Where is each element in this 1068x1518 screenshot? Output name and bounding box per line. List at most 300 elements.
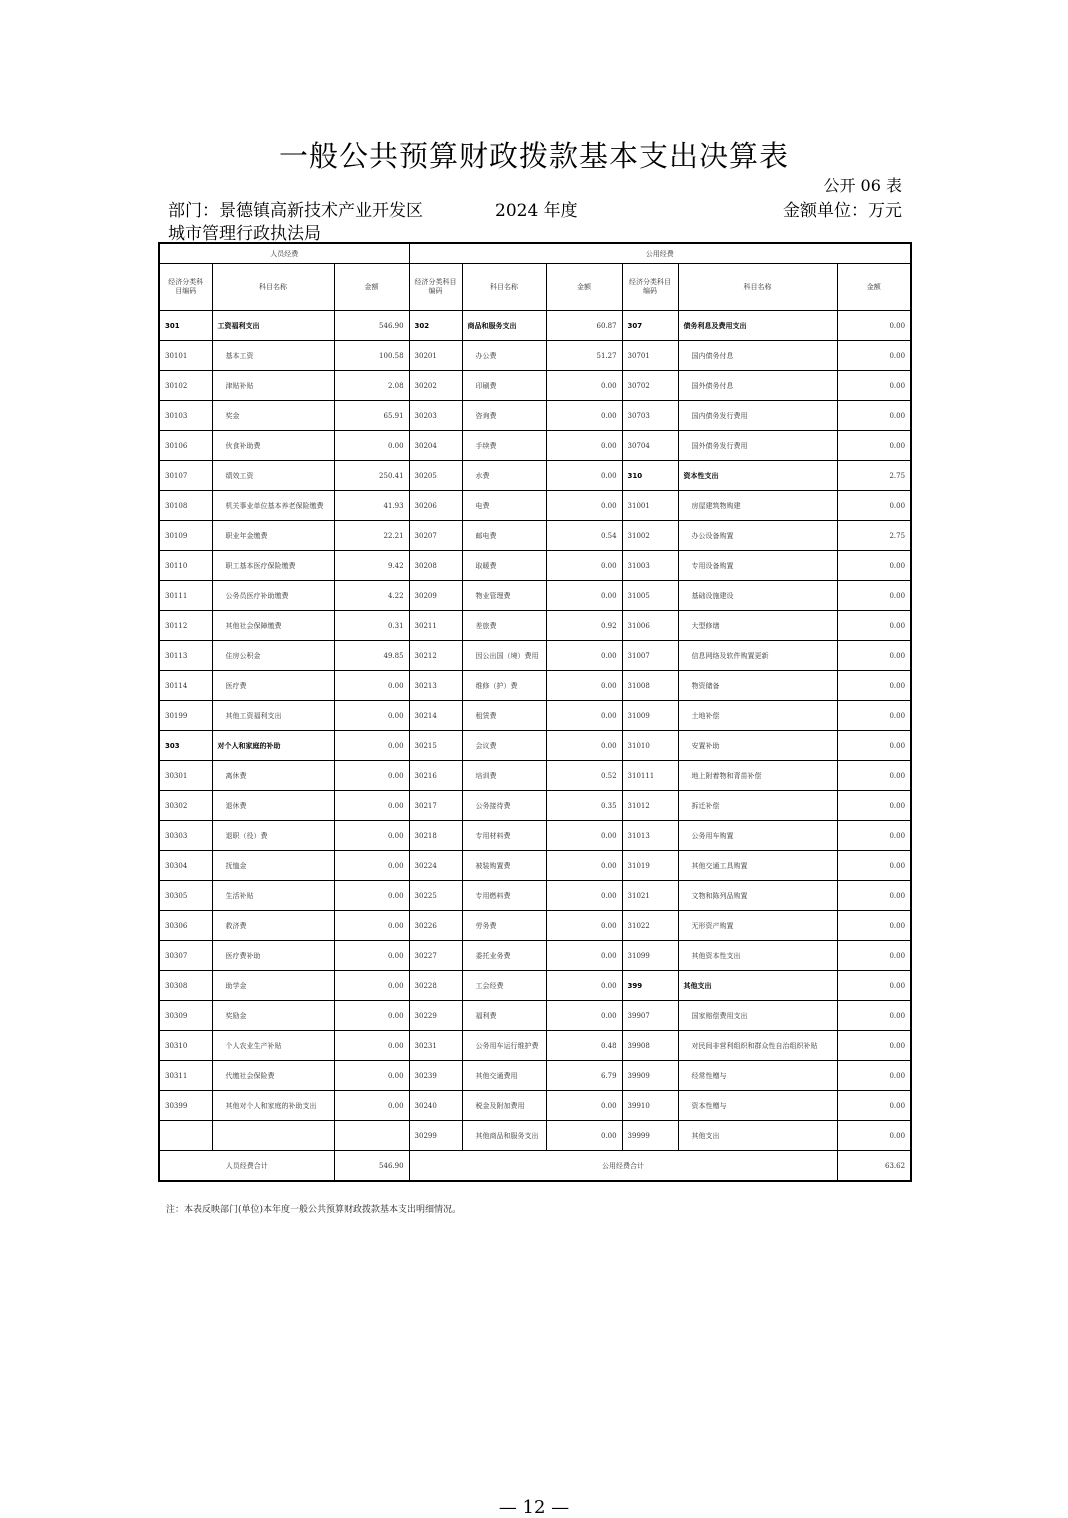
code-cell: 30703 [622,401,678,431]
amount-cell: 65.91 [334,401,409,431]
name-cell: 对民间非营利组织和群众性自治组织补贴 [678,1031,837,1061]
table-row [159,491,911,521]
name-cell: 奖励金 [212,1001,334,1031]
name-cell: 地上附着物和青苗补偿 [678,761,837,791]
code-cell: 30216 [409,761,462,791]
amount-cell: 0.00 [546,821,622,851]
table-row [159,1031,911,1061]
col-header-name: 科目名称 [212,264,334,311]
fiscal-year: 2024 年度 [495,201,578,221]
name-cell: 公务员医疗补助缴费 [212,581,334,611]
name-cell: 机关事业单位基本养老保险缴费 [212,491,334,521]
code-cell: 30701 [622,341,678,371]
column-header-row [159,264,911,311]
name-cell: 物资储备 [678,671,837,701]
name-cell: 基础设施建设 [678,581,837,611]
code-cell: 30229 [409,1001,462,1031]
amount-cell: 0.35 [546,791,622,821]
name-cell: 其他支出 [678,971,837,1001]
code-cell: 30226 [409,911,462,941]
amount-cell: 0.00 [837,551,911,581]
name-cell: 专用设备购置 [678,551,837,581]
table-row [159,881,911,911]
group-header-row [159,243,911,264]
amount-cell: 0.00 [334,791,409,821]
name-cell: 住房公积金 [212,641,334,671]
amount-cell: 0.00 [546,911,622,941]
amount-cell: 0.00 [837,491,911,521]
table-row [159,371,911,401]
amount-cell: 0.00 [837,911,911,941]
code-cell: 30103 [159,401,212,431]
code-cell: 30204 [409,431,462,461]
name-cell: 福利费 [462,1001,546,1031]
name-cell: 房屋建筑物购建 [678,491,837,521]
name-cell: 物业管理费 [462,581,546,611]
code-cell: 30199 [159,701,212,731]
table-row [159,1121,911,1151]
name-cell: 商品和服务支出 [462,311,546,341]
code-cell: 30109 [159,521,212,551]
amount-cell: 0.00 [546,551,622,581]
amount-cell: 0.00 [837,701,911,731]
total-personnel-amount: 546.90 [334,1151,409,1182]
code-cell: 31013 [622,821,678,851]
name-cell: 奖金 [212,401,334,431]
amount-cell: 0.00 [334,731,409,761]
code-cell: 30113 [159,641,212,671]
amount-cell: 0.00 [546,851,622,881]
amount-cell: 0.00 [546,881,622,911]
group-personnel-header: 人员经费 [159,243,409,264]
name-cell: 会议费 [462,731,546,761]
name-cell: 取暖费 [462,551,546,581]
amount-cell: 2.75 [837,521,911,551]
name-cell: 电费 [462,491,546,521]
name-cell: 公务接待费 [462,791,546,821]
code-cell: 31022 [622,911,678,941]
code-cell: 31006 [622,611,678,641]
code-cell: 399 [622,971,678,1001]
code-cell: 39910 [622,1091,678,1121]
name-cell: 绩效工资 [212,461,334,491]
amount-cell: 0.00 [837,731,911,761]
name-cell: 退职（役）费 [212,821,334,851]
code-cell: 30704 [622,431,678,461]
name-cell: 国内债务发行费用 [678,401,837,431]
name-cell: 资本性支出 [678,461,837,491]
name-cell: 咨询费 [462,401,546,431]
code-cell: 31007 [622,641,678,671]
table-row [159,431,911,461]
table-row [159,551,911,581]
code-cell: 30206 [409,491,462,521]
name-cell: 伙食补助费 [212,431,334,461]
name-cell: 拆迁补偿 [678,791,837,821]
code-cell: 31009 [622,701,678,731]
code-cell: 30305 [159,881,212,911]
col-header-amount: 金额 [837,264,911,311]
name-cell: 助学金 [212,971,334,1001]
table-row [159,701,911,731]
name-cell: 其他对个人和家庭的补助支出 [212,1091,334,1121]
name-cell: 医疗费 [212,671,334,701]
code-cell: 30224 [409,851,462,881]
name-cell: 无形资产购置 [678,911,837,941]
amount-cell: 0.00 [334,911,409,941]
amount-unit: 金额单位：万元 [783,201,902,221]
total-public-amount: 63.62 [837,1151,911,1182]
name-cell: 其他交通费用 [462,1061,546,1091]
name-cell: 国家赔偿费用支出 [678,1001,837,1031]
code-cell: 30212 [409,641,462,671]
code-cell: 30225 [409,881,462,911]
code-cell: 31001 [622,491,678,521]
amount-cell: 0.00 [546,491,622,521]
col-header-name: 科目名称 [462,264,546,311]
group-public-header: 公用经费 [409,243,911,264]
name-cell: 职工基本医疗保险缴费 [212,551,334,581]
amount-cell: 0.00 [837,641,911,671]
code-cell: 307 [622,311,678,341]
name-cell: 债务利息及费用支出 [678,311,837,341]
name-cell: 差旅费 [462,611,546,641]
col-header-code: 经济分类科目编码 [159,264,212,311]
name-cell: 国外债务发行费用 [678,431,837,461]
name-cell: 医疗费补助 [212,941,334,971]
name-cell: 职业年金缴费 [212,521,334,551]
name-cell: 手续费 [462,431,546,461]
amount-cell: 0.00 [334,881,409,911]
amount-cell: 0.52 [546,761,622,791]
table-row [159,971,911,1001]
amount-cell: 0.00 [837,311,911,341]
amount-cell: 0.00 [837,401,911,431]
department-label-line2: 城市管理行政执法局 [168,224,321,244]
code-cell: 30227 [409,941,462,971]
code-cell: 30228 [409,971,462,1001]
code-cell: 30307 [159,941,212,971]
amount-cell: 0.00 [837,581,911,611]
name-cell: 土地补偿 [678,701,837,731]
name-cell: 培训费 [462,761,546,791]
name-cell [212,1121,334,1151]
amount-cell: 0.00 [334,1091,409,1121]
amount-cell: 0.00 [837,341,911,371]
amount-cell: 9.42 [334,551,409,581]
amount-cell: 0.00 [837,611,911,641]
amount-cell: 0.00 [546,731,622,761]
amount-cell: 0.00 [837,971,911,1001]
amount-cell: 0.00 [837,1091,911,1121]
table-row [159,1061,911,1091]
table-row [159,521,911,551]
table-row [159,401,911,431]
table-row [159,851,911,881]
name-cell: 因公出国（境）费用 [462,641,546,671]
table-row [159,1001,911,1031]
name-cell: 邮电费 [462,521,546,551]
name-cell: 委托业务费 [462,941,546,971]
code-cell: 30239 [409,1061,462,1091]
totals-row [159,1151,911,1182]
total-personnel-label: 人员经费合计 [159,1151,334,1182]
amount-cell: 2.75 [837,461,911,491]
name-cell: 安置补助 [678,731,837,761]
code-cell: 30202 [409,371,462,401]
code-cell: 30208 [409,551,462,581]
table-row [159,341,911,371]
table-row [159,941,911,971]
code-cell: 31099 [622,941,678,971]
code-cell: 30107 [159,461,212,491]
name-cell: 救济费 [212,911,334,941]
col-header-code: 经济分类科目编码 [409,264,462,311]
amount-cell: 250.41 [334,461,409,491]
amount-cell: 0.00 [334,1061,409,1091]
table-row [159,731,911,761]
code-cell: 39908 [622,1031,678,1061]
page-title: 一般公共预算财政拨款基本支出决算表 [278,139,789,173]
amount-cell: 0.31 [334,611,409,641]
amount-cell: 0.00 [546,581,622,611]
code-cell: 30309 [159,1001,212,1031]
name-cell: 税金及附加费用 [462,1091,546,1121]
code-cell: 301 [159,311,212,341]
code-cell: 31019 [622,851,678,881]
code-cell: 30114 [159,671,212,701]
amount-cell: 0.00 [546,1121,622,1151]
name-cell: 被装购置费 [462,851,546,881]
name-cell: 其他社会保障缴费 [212,611,334,641]
amount-cell: 100.58 [334,341,409,371]
amount-cell: 0.00 [334,761,409,791]
amount-cell: 0.00 [546,431,622,461]
code-cell: 30231 [409,1031,462,1061]
code-cell: 303 [159,731,212,761]
amount-cell: 0.00 [837,431,911,461]
code-cell: 30302 [159,791,212,821]
name-cell: 文物和陈列品购置 [678,881,837,911]
amount-cell: 0.00 [546,971,622,1001]
code-cell: 30399 [159,1091,212,1121]
name-cell: 办公费 [462,341,546,371]
code-cell: 30299 [409,1121,462,1151]
code-cell: 30301 [159,761,212,791]
name-cell: 维修（护）费 [462,671,546,701]
code-cell: 310 [622,461,678,491]
name-cell: 印刷费 [462,371,546,401]
amount-cell: 0.00 [546,401,622,431]
name-cell: 工资福利支出 [212,311,334,341]
name-cell: 公务用车运行维护费 [462,1031,546,1061]
table-row [159,1091,911,1121]
code-cell: 310111 [622,761,678,791]
name-cell: 公务用车购置 [678,821,837,851]
amount-cell: 22.21 [334,521,409,551]
code-cell: 30106 [159,431,212,461]
table-row [159,311,911,341]
expenditure-table [158,242,912,1182]
code-cell: 30217 [409,791,462,821]
code-cell: 39999 [622,1121,678,1151]
name-cell: 劳务费 [462,911,546,941]
table-row [159,641,911,671]
name-cell: 离休费 [212,761,334,791]
name-cell: 办公设备购置 [678,521,837,551]
amount-cell: 6.79 [546,1061,622,1091]
name-cell: 专用材料费 [462,821,546,851]
name-cell: 抚恤金 [212,851,334,881]
table-row [159,581,911,611]
amount-cell: 0.00 [546,461,622,491]
amount-cell: 0.48 [546,1031,622,1061]
table-row [159,761,911,791]
amount-cell: 546.90 [334,311,409,341]
code-cell: 30102 [159,371,212,401]
amount-cell: 4.22 [334,581,409,611]
code-cell: 30303 [159,821,212,851]
amount-cell: 0.00 [837,821,911,851]
page-number: — 12 — [498,1497,570,1518]
code-cell: 30110 [159,551,212,581]
code-cell [159,1121,212,1151]
code-cell: 30111 [159,581,212,611]
code-cell: 30205 [409,461,462,491]
code-cell: 30218 [409,821,462,851]
table-row [159,911,911,941]
amount-cell: 51.27 [546,341,622,371]
code-cell: 30201 [409,341,462,371]
table-row [159,671,911,701]
table-row [159,821,911,851]
amount-cell: 0.00 [837,851,911,881]
name-cell: 专用燃料费 [462,881,546,911]
code-cell: 31021 [622,881,678,911]
name-cell: 租赁费 [462,701,546,731]
name-cell: 其他工资福利支出 [212,701,334,731]
code-cell: 30311 [159,1061,212,1091]
amount-cell: 0.00 [837,1031,911,1061]
amount-cell: 0.00 [334,671,409,701]
amount-cell: 0.00 [546,1091,622,1121]
code-cell: 30112 [159,611,212,641]
amount-cell: 0.00 [546,641,622,671]
code-cell: 30203 [409,401,462,431]
name-cell: 个人农业生产补贴 [212,1031,334,1061]
name-cell: 其他交通工具购置 [678,851,837,881]
code-cell: 30213 [409,671,462,701]
table-row [159,461,911,491]
name-cell: 其他商品和服务支出 [462,1121,546,1151]
amount-cell: 0.00 [546,1001,622,1031]
amount-cell: 0.00 [837,1121,911,1151]
name-cell: 信息网络及软件购置更新 [678,641,837,671]
amount-cell: 0.00 [837,671,911,701]
col-header-amount: 金额 [334,264,409,311]
amount-cell: 0.54 [546,521,622,551]
form-number: 公开 06 表 [823,176,902,195]
amount-cell: 0.00 [334,851,409,881]
code-cell: 31005 [622,581,678,611]
code-cell: 30209 [409,581,462,611]
name-cell: 退休费 [212,791,334,821]
code-cell: 30214 [409,701,462,731]
amount-cell: 0.00 [334,971,409,1001]
name-cell: 其他资本性支出 [678,941,837,971]
amount-cell: 49.85 [334,641,409,671]
amount-cell: 0.00 [837,881,911,911]
amount-cell: 0.00 [837,791,911,821]
code-cell: 30101 [159,341,212,371]
amount-cell: 0.00 [334,701,409,731]
code-cell: 30306 [159,911,212,941]
name-cell: 工会经费 [462,971,546,1001]
name-cell: 大型修缮 [678,611,837,641]
col-header-amount: 金额 [546,264,622,311]
name-cell: 津贴补贴 [212,371,334,401]
amount-cell: 0.00 [837,1061,911,1091]
code-cell: 39907 [622,1001,678,1031]
code-cell: 30207 [409,521,462,551]
code-cell: 30310 [159,1031,212,1061]
name-cell: 生活补贴 [212,881,334,911]
amount-cell: 0.00 [546,941,622,971]
amount-cell: 60.87 [546,311,622,341]
code-cell: 30108 [159,491,212,521]
name-cell: 经常性赠与 [678,1061,837,1091]
amount-cell: 0.00 [334,1031,409,1061]
table-row [159,611,911,641]
amount-cell: 0.00 [334,821,409,851]
amount-cell: 0.00 [546,671,622,701]
amount-cell: 0.00 [837,761,911,791]
code-cell: 30240 [409,1091,462,1121]
code-cell: 302 [409,311,462,341]
col-header-code: 经济分类科目编码 [622,264,678,311]
name-cell: 对个人和家庭的补助 [212,731,334,761]
name-cell: 资本性赠与 [678,1091,837,1121]
amount-cell: 2.08 [334,371,409,401]
code-cell: 39909 [622,1061,678,1091]
name-cell: 代缴社会保险费 [212,1061,334,1091]
code-cell: 31002 [622,521,678,551]
table-row [159,791,911,821]
col-header-name: 科目名称 [678,264,837,311]
name-cell: 国外债务付息 [678,371,837,401]
amount-cell: 0.00 [546,371,622,401]
amount-cell: 0.00 [837,941,911,971]
footnote: 注：本表反映部门(单位)本年度一般公共预算财政拨款基本支出明细情况。 [166,1205,462,1215]
total-public-label: 公用经费合计 [409,1151,837,1182]
code-cell: 30308 [159,971,212,1001]
code-cell: 31008 [622,671,678,701]
code-cell: 31003 [622,551,678,581]
code-cell: 30304 [159,851,212,881]
amount-cell [334,1121,409,1151]
amount-cell: 41.93 [334,491,409,521]
code-cell: 31012 [622,791,678,821]
name-cell: 国内债务付息 [678,341,837,371]
amount-cell: 0.92 [546,611,622,641]
amount-cell: 0.00 [546,701,622,731]
amount-cell: 0.00 [837,1001,911,1031]
amount-cell: 0.00 [837,371,911,401]
amount-cell: 0.00 [334,431,409,461]
name-cell: 基本工资 [212,341,334,371]
name-cell: 其他支出 [678,1121,837,1151]
name-cell: 水费 [462,461,546,491]
